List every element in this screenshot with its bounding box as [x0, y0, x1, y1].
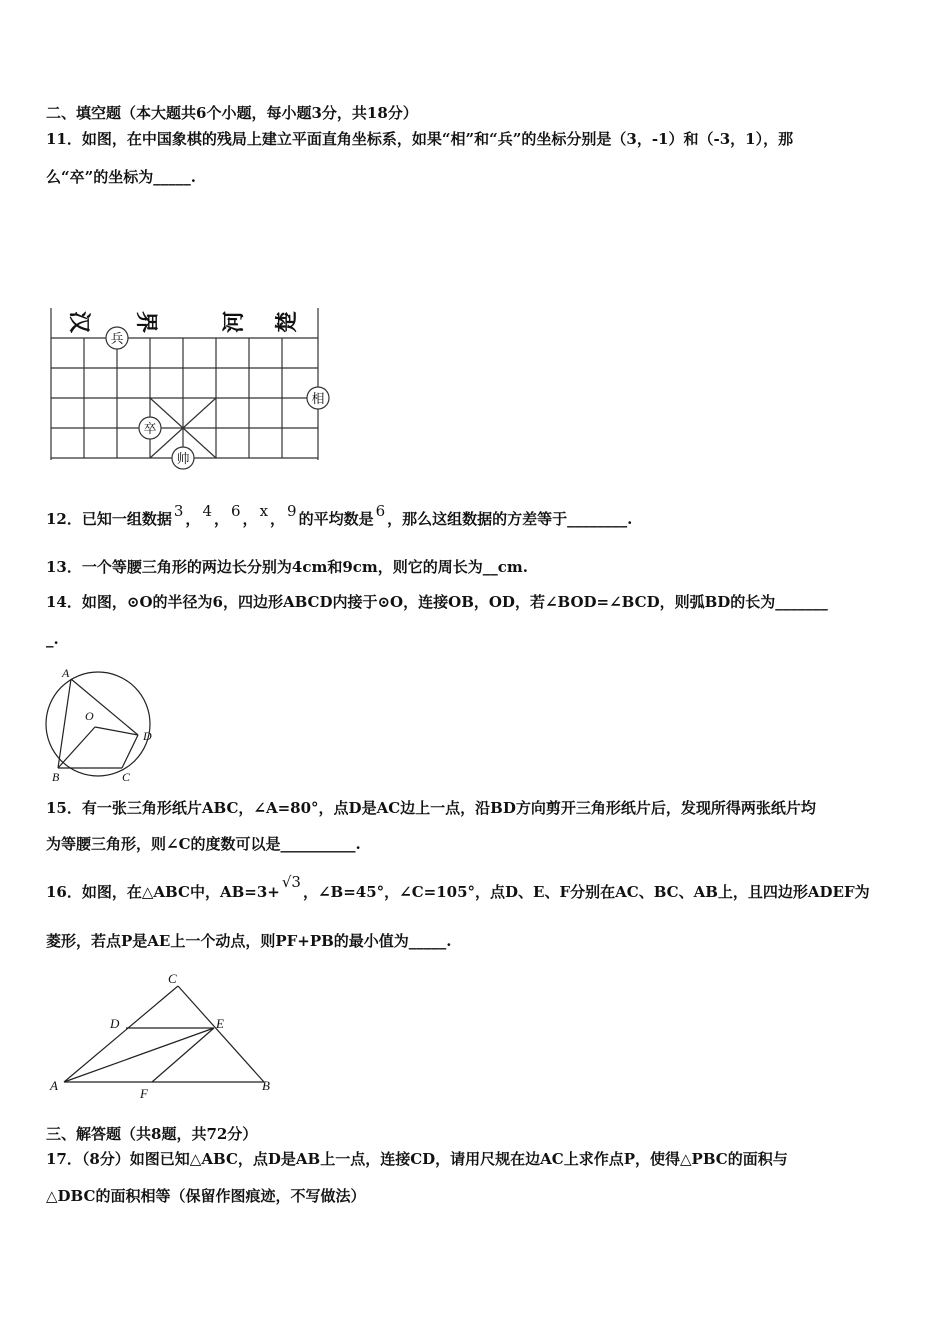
q16-line1: [46, 873, 870, 902]
q12-suffix: ，那么这组数据的方差等于________.: [387, 510, 633, 528]
q12-sep-1: ，: [185, 510, 201, 528]
q14-line2: _.: [46, 630, 59, 648]
q15-line1: 15．有一张三角形纸片ABC，∠A=80°，点D是AC边上一点，沿BD方向剪开三角形纸片后，发现所得两张纸片均: [46, 799, 816, 817]
q11-line1: 11．如图，在中国象棋的残局上建立平面直角坐标系，如果“相”和“兵”的坐标分别是（3，-1）和（-3，1），那: [46, 130, 794, 148]
q14-line1: 14．如图，⊙O的半径为6，四边形ABCD内接于⊙O，连接OB，OD，若∠BOD=∠BCD，则弧BD的长为_______: [46, 593, 828, 611]
river-char-4: 楚: [274, 310, 299, 334]
label-E: E: [216, 1016, 224, 1031]
label-A: A: [50, 1078, 58, 1093]
q12-data-5: 9: [287, 502, 297, 520]
label-A: A: [62, 666, 70, 680]
q12-sep-2: ，: [213, 510, 229, 528]
q12-middle: 的平均数是: [298, 510, 374, 528]
q12-data-4: x: [259, 502, 269, 520]
q13-line: 13．一个等腰三角形的两边长分别为4cm和9cm，则它的周长为__cm.: [46, 558, 528, 576]
river-char-3: 河: [221, 310, 246, 334]
q15-line2: 为等腰三角形，则∠C的度数可以是__________.: [46, 835, 361, 853]
section-3-heading: 三、解答题（共8题，共72分）: [46, 1125, 258, 1143]
q17-line1: 17．（8分）如图已知△ABC，点D是AB上一点，连接CD，请用尺规在边AC上求作点P，使得△PBC的面积与: [46, 1150, 788, 1168]
q12-line: [46, 502, 633, 529]
river-char-1: 汉: [67, 310, 92, 334]
piece-shuai: 帅: [176, 451, 190, 466]
label-B: B: [52, 770, 60, 784]
q12-data-2: 4: [202, 502, 212, 520]
piece-xiang: 相: [311, 391, 325, 406]
q12-sep-3: ，: [242, 510, 258, 528]
q12-sep-4: ，: [270, 510, 286, 528]
q12-prefix: 12．已知一组数据: [46, 510, 172, 528]
label-D: D: [110, 1016, 120, 1031]
q12-mean: 6: [375, 502, 386, 520]
label-B: B: [262, 1078, 270, 1093]
q12-data-3: 6: [231, 502, 241, 520]
q11-line2: 么“卒”的坐标为_____.: [46, 168, 196, 186]
label-D: D: [143, 729, 152, 743]
piece-zu: 卒: [143, 421, 157, 436]
section-2-heading: 二、填空题（本大题共6个小题，每小题3分，共18分）: [46, 104, 418, 122]
label-O: O: [85, 709, 94, 723]
piece-bing: 兵: [110, 331, 124, 346]
rhombus-figure: [44, 966, 284, 1110]
q17-line2: △DBC的面积相等（保留作图痕迹，不写做法）: [46, 1187, 366, 1205]
q16-line1-a: 16．如图，在△ABC中，AB=3+: [46, 883, 280, 901]
chess-board-figure: [40, 300, 340, 476]
circle-figure: [40, 664, 170, 788]
q16-line1-b: ，∠B=45°，∠C=105°，点D、E、F分别在AC、BC、AB上，且四边形ADEF为: [302, 883, 870, 901]
river-char-2: 界: [134, 310, 159, 334]
label-C: C: [168, 971, 177, 986]
q16-line2: 菱形，若点P是AE上一个动点，则PF+PB的最小值为_____.: [46, 932, 452, 950]
q12-data-1: 3: [173, 502, 184, 520]
label-F: F: [140, 1086, 148, 1101]
label-C: C: [122, 770, 131, 784]
q16-sqrt: √3: [281, 873, 301, 891]
